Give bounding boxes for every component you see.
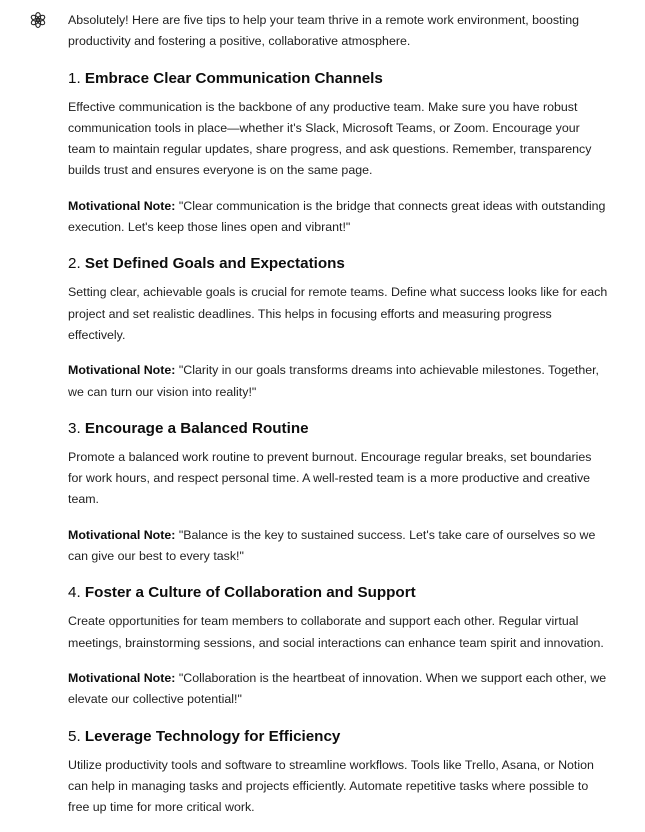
tip-section-2 xyxy=(68,253,608,402)
tip-title: Encourage a Balanced Routine xyxy=(84,419,309,437)
note-label: Motivational Note: xyxy=(68,198,176,213)
tip-body: Effective communication is the backbone of any productive team. Make sure you have robust communication tools in place—whether it's Slack, Microsoft Teams, or Zoom. Encourage your team to maintain regular updates, share progress, and ask questions. Remember, transparency builds trust and ensures everyone is on the same page. xyxy=(68,99,592,178)
tip-number: 3. xyxy=(68,419,81,437)
tip-number: 1. xyxy=(68,69,81,87)
tip-body: Promote a balanced work routine to prevent burnout. Encourage regular breaks, set boundaries for work hours, and respect personal time. A well-rested team is a more productive and creative team. xyxy=(68,449,592,507)
tip-number: 4. xyxy=(68,584,81,602)
assistant-message xyxy=(68,10,608,832)
tip-section-5 xyxy=(68,726,608,819)
tip-body: Create opportunities for team members to collaborate and support each other. Regular virtual meetings, brainstorming sessions, and social interactions can enhance team spirit and innovation. xyxy=(68,614,604,650)
tip-title: Foster a Culture of Collaboration and Support xyxy=(84,584,416,602)
tip-body: Utilize productivity tools and software to streamline workflows. Tools like Trello, Asana, or Notion can help in managing tasks and projects efficiently. Automate repetitive tasks where possible to free up time for more critical work. xyxy=(68,757,594,815)
tip-heading-2 xyxy=(68,253,608,275)
tip-heading-3 xyxy=(68,418,608,440)
tip-title: Embrace Clear Communication Channels xyxy=(84,69,383,87)
motivational-note xyxy=(68,196,608,239)
tip-heading-1 xyxy=(68,68,608,90)
tip-number: 2. xyxy=(68,255,81,273)
tip-title: Leverage Technology for Efficiency xyxy=(84,727,341,745)
tip-heading-5 xyxy=(68,726,608,748)
note-text: "Balance is the key to sustained success. Let's take care of ourselves so we can give our best to every task!" xyxy=(68,527,596,564)
motivational-note xyxy=(68,525,608,568)
tip-number: 5. xyxy=(68,727,81,745)
motivational-note xyxy=(68,668,608,711)
note-label: Motivational Note: xyxy=(68,527,176,542)
assistant-logo-icon xyxy=(29,11,47,29)
tip-section-4 xyxy=(68,582,608,710)
tip-section-1 xyxy=(68,68,608,239)
note-label: Motivational Note: xyxy=(68,363,176,378)
note-text: "Collaboration is the heartbeat of innovation. When we support each other, we elevate our collective potential!" xyxy=(68,670,607,707)
tip-body: Setting clear, achievable goals is crucial for remote teams. Define what success looks like for each project and set realistic deadlines. This helps in focusing efforts and measuring progress effectively. xyxy=(68,285,608,342)
intro-paragraph: Absolutely! Here are five tips to help your team thrive in a remote work environment, boosting productivity and fostering a positive, collaborative atmosphere. xyxy=(68,13,580,49)
tip-heading-4 xyxy=(68,582,608,604)
tip-title: Set Defined Goals and Expectations xyxy=(84,255,345,273)
motivational-note xyxy=(68,360,608,403)
tip-section-3 xyxy=(68,418,608,567)
note-text: "Clear communication is the bridge that connects great ideas with outstanding execution. Let's keep those lines open and vibrant!" xyxy=(68,198,606,235)
note-text: "Clarity in our goals transforms dreams into achievable milestones. Together, we can turn our vision into reality!" xyxy=(68,363,599,399)
note-label: Motivational Note: xyxy=(68,670,176,685)
